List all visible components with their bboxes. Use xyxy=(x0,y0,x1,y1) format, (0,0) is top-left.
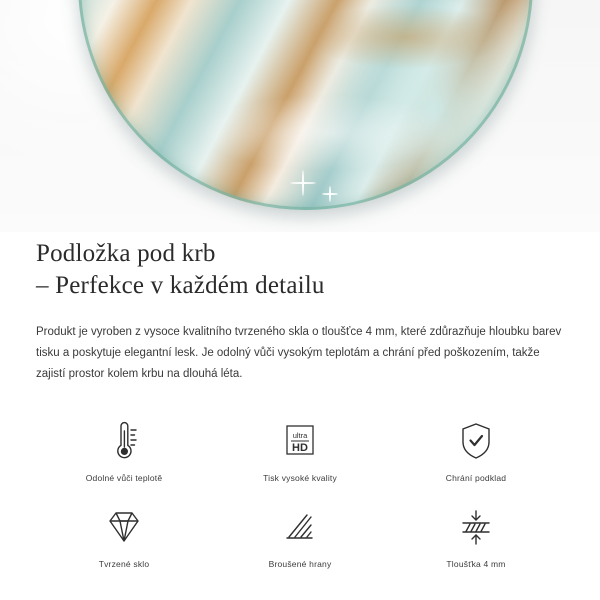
feature-grid xyxy=(36,419,564,569)
diamond-icon xyxy=(101,505,147,549)
feature-label: Odolné vůči teplotě xyxy=(85,473,163,483)
headline-line-2: – Perfekce v každém detailu xyxy=(36,272,325,299)
svg-text:ultra: ultra xyxy=(292,431,308,440)
feature-item xyxy=(388,419,564,483)
feature-label: Tvrzené sklo xyxy=(98,559,150,569)
feature-label: Tisk vysoké kvality xyxy=(263,473,337,483)
body-paragraph: Produkt je vyroben z vysoce kvalitního tvrzeného skla o tloušťce 4 mm, které zdůrazňuje hloubku barev tisku a poskytuje elegantní lesk. Je odolný vůči vysokým teplotám a chrání před poškozením, takže zajistí prostor kolem krbu na dlouhá léta. xyxy=(36,326,562,380)
feature-item xyxy=(36,419,212,483)
page-title xyxy=(36,238,564,302)
shield-check-icon xyxy=(455,419,497,463)
hero-image xyxy=(0,0,600,232)
thickness-arrows-icon xyxy=(453,505,499,549)
feature-item xyxy=(212,419,388,483)
feature-label: Chrání podklad xyxy=(445,473,507,483)
polished-edges-icon xyxy=(277,505,323,549)
feature-label: Tloušťka 4 mm xyxy=(446,559,506,569)
headline-line-1: Podložka pod krb xyxy=(36,240,216,267)
feature-item xyxy=(212,505,388,569)
feature-item xyxy=(36,505,212,569)
content-area xyxy=(0,238,600,569)
feature-label: Broušené hrany xyxy=(268,559,332,569)
svg-text:HD: HD xyxy=(292,442,308,454)
feature-item xyxy=(388,505,564,569)
thermometer-icon xyxy=(103,419,145,463)
ultra-hd-icon xyxy=(278,419,322,463)
